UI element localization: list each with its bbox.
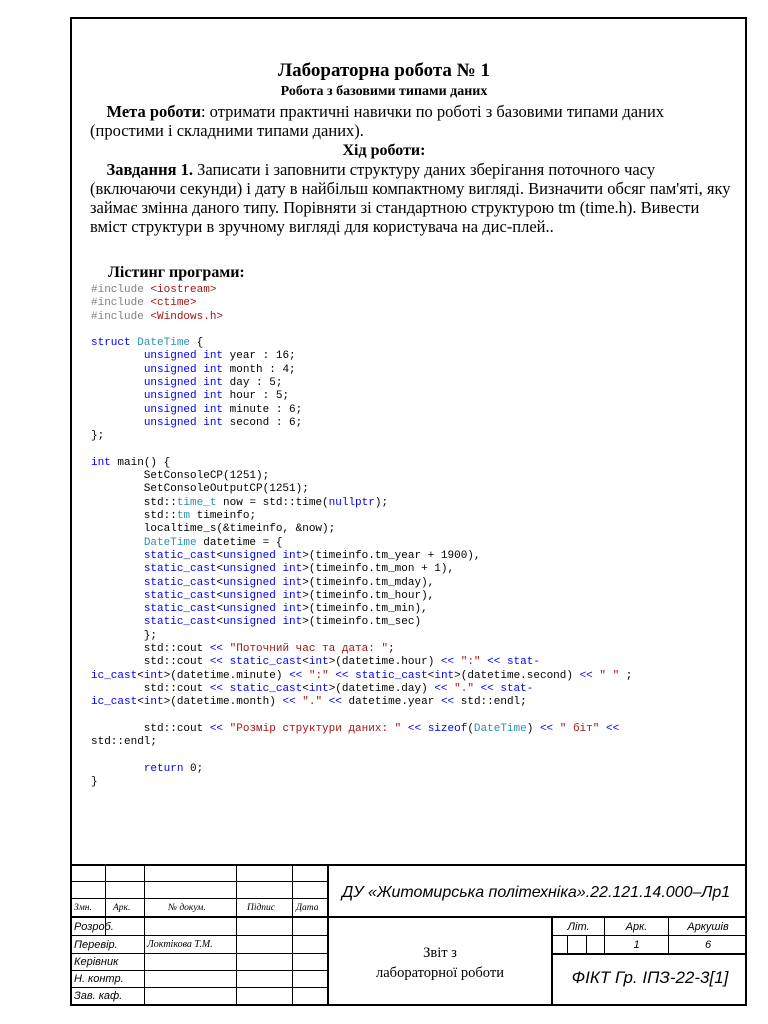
ark-value: 1 xyxy=(633,939,640,951)
lit-label: Літ. xyxy=(567,921,590,933)
progress-heading: Хід роботи: xyxy=(342,142,426,159)
checker-name: Локтікова Т.М. xyxy=(147,939,213,950)
code-listing: #include <iostream> #include <ctime> #include <Windows.h> struct DateTime { unsigned int year : 16; unsigned int month : 4; unsigned int day : 5; unsigned int hour : 5; unsigned int minute : 6; unsigned int second : 6; }; int main() { SetConsoleCP(1251); SetConsoleOutputCP(1251); std::time_t now = std::time(nullptr); std::tm timeinfo; localtime_s(&timeinfo, &now); DateTime datetime = { static_cast<unsigned int>(timeinfo.tm_year + 1900), static_cast<unsigned int>(timeinfo.tm_mon + 1), static_cast<unsigned int>(timeinfo.tm_mday), static_cast<unsigned int>(timeinfo.tm_hour), static_cast<unsigned int>(timeinfo.tm_min), static_cast<unsigned int>(timeinfo.tm_sec) }; std::cout << "Поточний час та дата: "; std::cout << static_cast<int>(datetime.hour) << ":" << stat- ic_cast<int>(datetime.minute) << ":" << static_cast<int>(datetime.second) << " " ; std::cout << static_cast<int>(datetime.day) << "." << stat- ic_cast<int>(datetime.month) << "." << datetime.year << std::endl; std::cout << "Розмір структури даних: " << sizeof(DateTime) << " біт" << std::endl; return 0; } xyxy=(91,284,633,788)
col-date: Дата xyxy=(296,903,319,913)
task-paragraph xyxy=(90,160,732,236)
col-zmn: Змн. xyxy=(74,903,92,913)
col-sign: Підпис xyxy=(247,903,276,913)
organization-label: ФІКТ Гр. ІПЗ-22-3[1] xyxy=(571,968,729,987)
col-ark: Арк. xyxy=(113,903,131,913)
role-dept-head: Зав. каф. xyxy=(74,990,123,1002)
document-subtitle: Робота з базовими типами даних xyxy=(280,84,488,99)
goal-paragraph xyxy=(90,102,732,140)
col-doc: № докум. xyxy=(168,903,206,913)
ark-label: Арк. xyxy=(625,921,648,933)
role-checked: Перевір. xyxy=(74,939,118,951)
goal-label: Мета роботи xyxy=(106,102,201,121)
title-block xyxy=(70,864,747,1006)
document-code: ДУ «Житомирська політехніка».22.121.14.000–Лр1 xyxy=(342,884,731,901)
listing-heading: Лістинг програми: xyxy=(108,264,245,281)
sheets-label: Аркушів xyxy=(687,921,729,933)
report-title-line1: Звіт з xyxy=(423,945,457,961)
sheets-value: 6 xyxy=(704,939,712,951)
task-label: Завдання 1. xyxy=(106,160,193,179)
report-title-line2: лабораторної роботи xyxy=(376,965,504,981)
goal-text: : отримати практичні навички по роботі з базовими типами даних (простими і складними типами даних). xyxy=(90,102,665,140)
task-text: Записати і заповнити структуру даних зберігання поточного часу (включаючи секунди) і дату в найбільш компактному вигляді. Визначити обсяг пам'яті, яку займає змінна даного типу. Порівняти зі стандартною структурою tm (time.h). Вивести вміст структури в зручному вигляді для користувача на дис-плей.. xyxy=(90,160,731,236)
document-title: Лабораторна робота № 1 xyxy=(277,60,491,81)
role-developed: Розроб. xyxy=(74,921,114,933)
role-norm-control: Н. контр. xyxy=(74,973,124,985)
role-head: Керівник xyxy=(74,956,119,968)
